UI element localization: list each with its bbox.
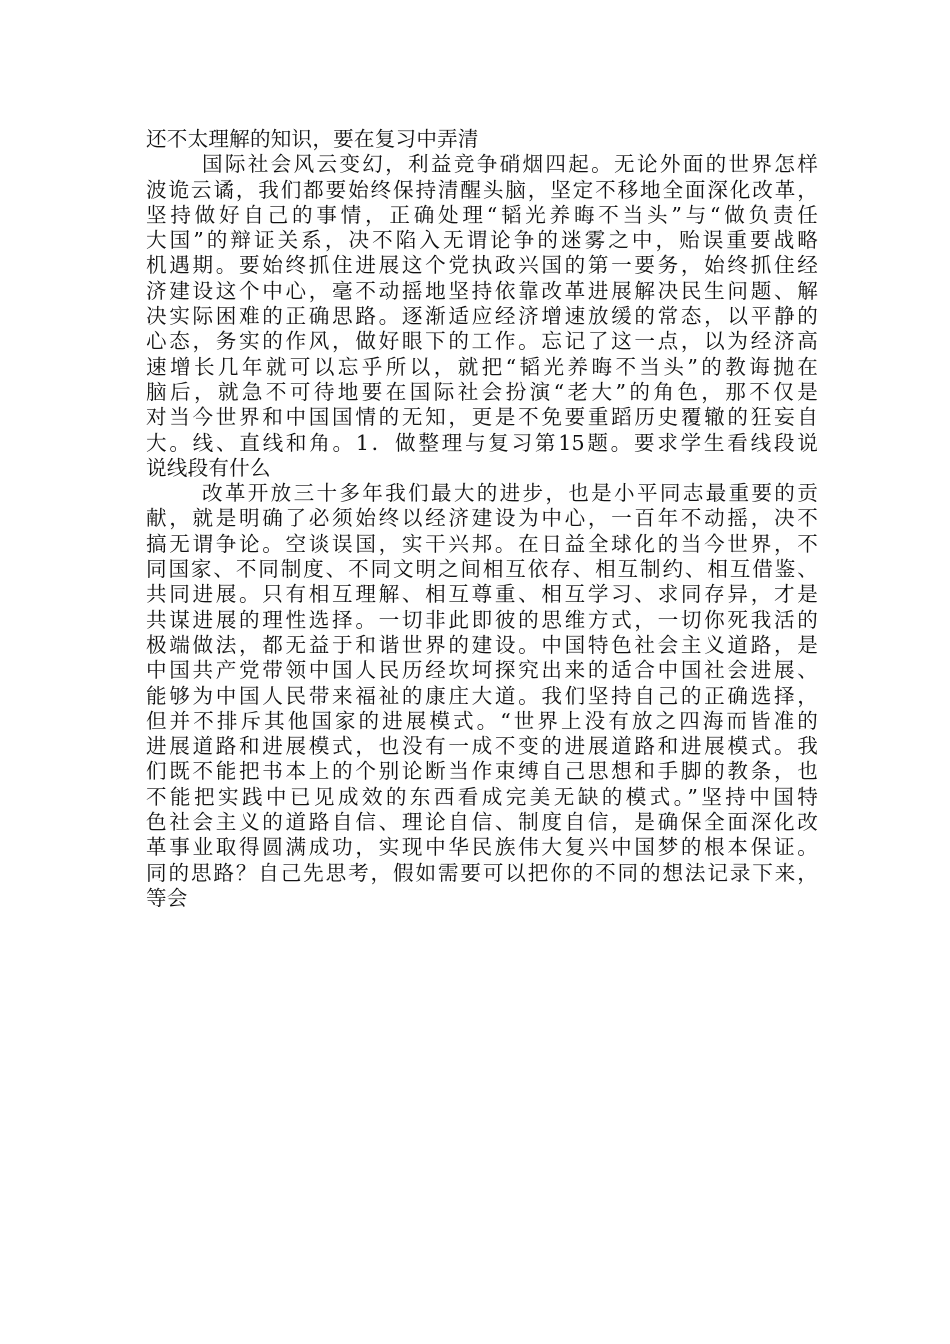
text-line: 献，就是明确了必须始终以经济建设为中心，一百年不动摇，决不 <box>146 506 818 531</box>
text-line: 波诡云谲，我们都要始终保持清醒头脑，坚定不移地全面深化改革， <box>146 177 818 202</box>
text-line: 进展道路和进展模式，也没有一成不变的进展道路和进展模式。我 <box>146 734 818 759</box>
text-line: 济建设这个中心，毫不动摇地坚持依靠改革进展解决民生问题、解 <box>146 278 818 303</box>
text-line: 们既不能把书本上的个别论断当作束缚自己思想和手脚的教条，也 <box>146 759 818 784</box>
text-line: 同的思路？自己先思考，假如需要可以把你的不同的想法记录下来， <box>146 860 818 885</box>
text-line: 搞无谓争论。空谈误国，实干兴邦。在日益全球化的当今世界，不 <box>146 531 818 556</box>
text-line: 还不太理解的知识，要在复习中弄清 <box>146 127 479 151</box>
paragraph-first-line: 国际社会风云变幻，利益竞争硝烟四起。无论外面的世界怎样 <box>202 152 818 177</box>
text-line: 但并不排斥其他国家的进展模式。“世界上没有放之四海而皆准的 <box>146 708 818 733</box>
text-line: 脑后，就急不可待地要在国际社会扮演“老大”的角色，那不仅是 <box>146 379 818 404</box>
paragraph-first-line: 改革开放三十多年我们最大的进步，也是小平同志最重要的贡 <box>202 481 818 506</box>
text-line: 对当今世界和中国国情的无知，更是不免要重蹈历史覆辙的狂妄自 <box>146 405 818 430</box>
text-line: 共同进展。只有相互理解、相互尊重、相互学习、求同存异，才是 <box>146 582 818 607</box>
text-line: 同国家、不同制度、不同文明之间相互依存、相互制约、相互借鉴、 <box>146 557 818 582</box>
text-line: 革事业取得圆满成功，实现中华民族伟大复兴中国梦的根本保证。 <box>146 835 818 860</box>
text-line: 大国”的辩证关系，决不陷入无谓论争的迷雾之中，贻误重要战略 <box>146 228 818 253</box>
text-line: 等会 <box>146 885 188 910</box>
text-line: 共谋进展的理性选择。一切非此即彼的思维方式，一切你死我活的 <box>146 607 818 632</box>
text-line: 机遇期。要始终抓住进展这个党执政兴国的第一要务，始终抓住经 <box>146 253 818 278</box>
document-body <box>146 127 818 911</box>
text-line: 色社会主义的道路自信、理论自信、制度自信，是确保全面深化改 <box>146 810 818 835</box>
text-line: 不能把实践中已见成效的东西看成完美无缺的模式。”坚持中国特 <box>146 784 818 809</box>
text-line: 能够为中国人民带来福祉的康庄大道。我们坚持自己的正确选择， <box>146 683 818 708</box>
text-line: 极端做法，都无益于和谐世界的建设。中国特色社会主义道路，是 <box>146 632 818 657</box>
text-line: 决实际困难的正确思路。逐渐适应经济增速放缓的常态，以平静的 <box>146 304 818 329</box>
text-line: 坚持做好自己的事情，正确处理“韬光养晦不当头”与“做负责任 <box>146 202 818 227</box>
text-line: 心态，务实的作风，做好眼下的工作。忘记了这一点，以为经济高 <box>146 329 818 354</box>
text-line: 说线段有什么 <box>146 455 271 480</box>
text-line: 大。线、直线和角。1．做整理与复习第15题。要求学生看线段说 <box>146 430 818 455</box>
text-line: 速增长几年就可以忘乎所以，就把“韬光养晦不当头”的教诲抛在 <box>146 354 818 379</box>
text-line: 中国共产党带领中国人民历经坎坷探究出来的适合中国社会进展、 <box>146 658 818 683</box>
